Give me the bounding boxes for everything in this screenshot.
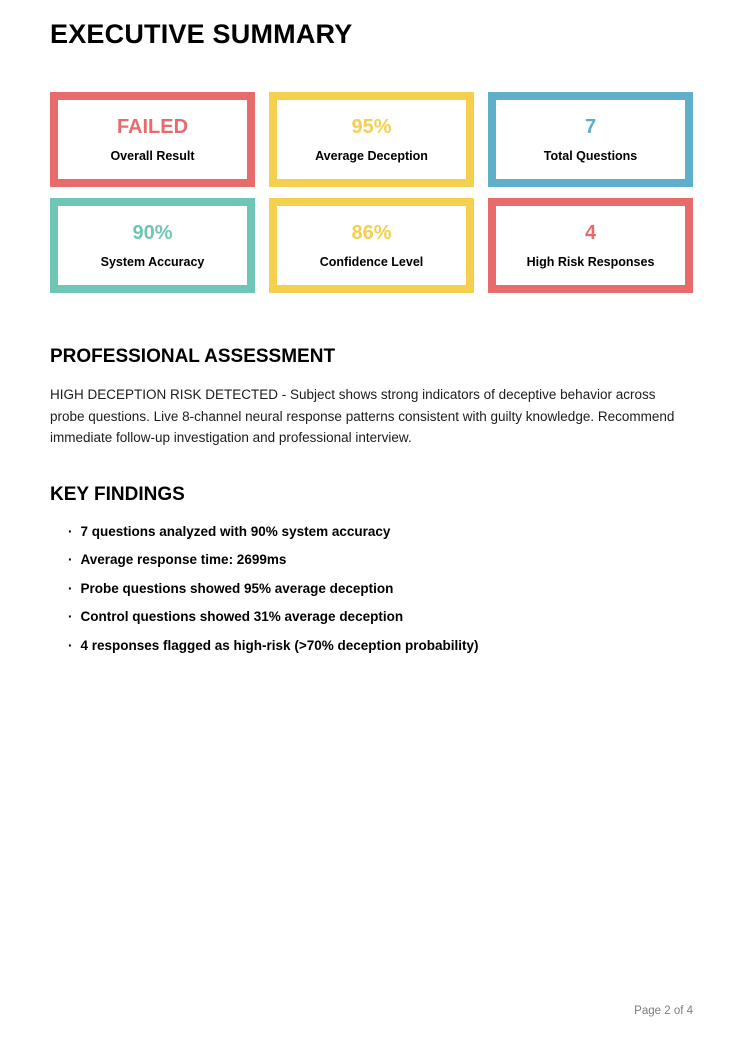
- assessment-heading: PROFESSIONAL ASSESSMENT: [50, 346, 336, 367]
- findings-list: [50, 525, 693, 653]
- stat-card-system-accuracy: [50, 198, 255, 293]
- finding-item: · Probe questions showed 95% average deception: [68, 582, 693, 596]
- stat-value: 86%: [351, 221, 392, 244]
- stat-card-average-deception: [269, 92, 474, 187]
- finding-item: · Average response time: 2699ms: [68, 553, 693, 567]
- stat-value: 4: [584, 221, 597, 244]
- assessment-body-text: HIGH DECEPTION RISK DETECTED - Subject shows strong indicators of deceptive behavior across probe questions. Live 8-channel neural response patterns consistent with guilty knowledge. Recommend immediate follow-up investigation and professional interview.: [50, 387, 675, 445]
- stat-label: Confidence Level: [319, 254, 424, 269]
- finding-item: · 7 questions analyzed with 90% system accuracy: [68, 525, 693, 539]
- stat-label: System Accuracy: [100, 254, 205, 269]
- stat-card-grid: [50, 92, 693, 293]
- stat-value: 95%: [351, 115, 392, 138]
- stat-label: High Risk Responses: [526, 254, 655, 269]
- stat-card-overall-result: [50, 92, 255, 187]
- page-number: Page 2 of 4: [634, 1005, 693, 1017]
- stat-label: Total Questions: [543, 148, 638, 163]
- stat-value: 7: [584, 115, 597, 138]
- stat-card-confidence-level: [269, 198, 474, 293]
- stat-value: FAILED: [116, 115, 189, 138]
- stat-card-high-risk-responses: [488, 198, 693, 293]
- stat-value: 90%: [132, 221, 173, 244]
- stat-card-total-questions: [488, 92, 693, 187]
- professional-assessment-section: [50, 345, 693, 449]
- key-findings-section: [50, 483, 693, 653]
- page-title: EXECUTIVE SUMMARY: [50, 19, 353, 49]
- stat-label: Average Deception: [315, 148, 428, 163]
- findings-heading: KEY FINDINGS: [50, 483, 185, 505]
- finding-item: · Control questions showed 31% average deception: [68, 610, 693, 624]
- stat-label: Overall Result: [110, 148, 195, 163]
- finding-item: · 4 responses flagged as high-risk (>70% deception probability): [68, 639, 693, 653]
